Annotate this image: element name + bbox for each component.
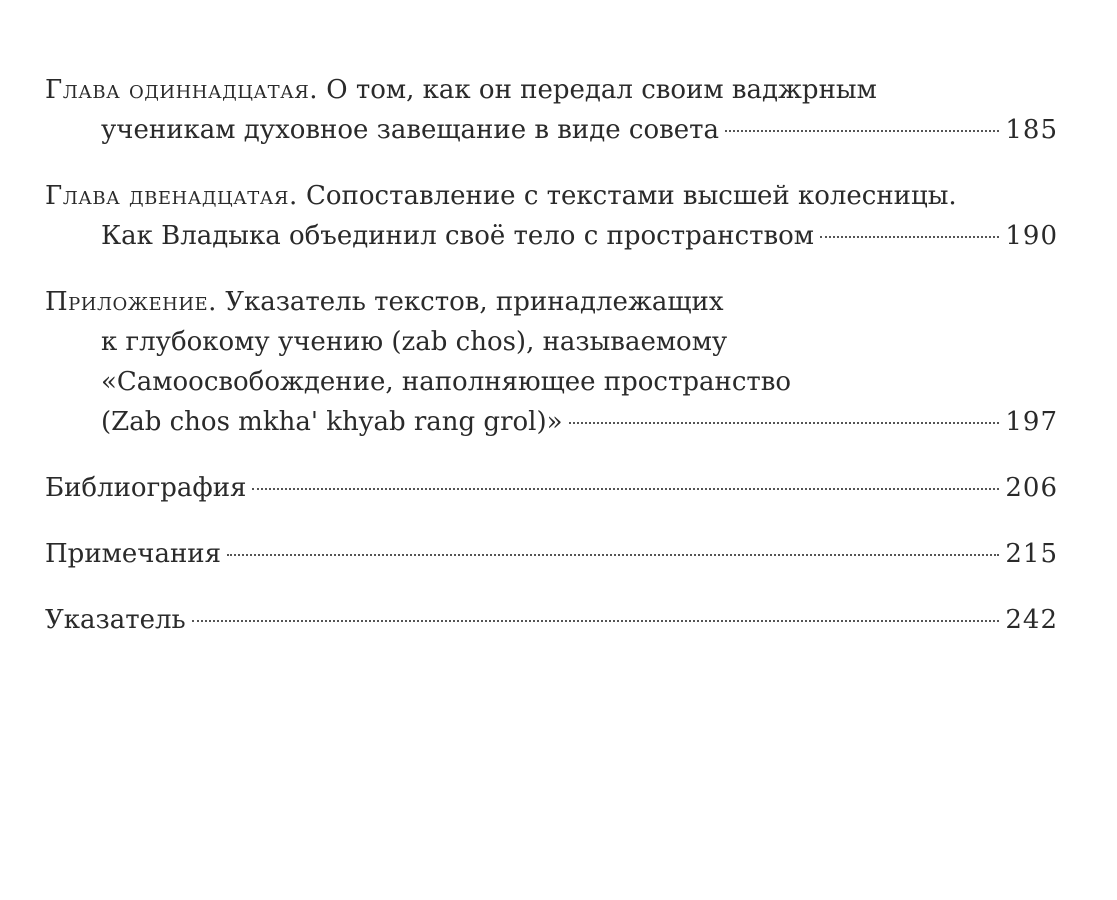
appendix-title-line-3: «Самоосвобождение, наполняющее пространство [101, 367, 792, 397]
toc-entry-last-line [45, 468, 1058, 508]
appendix-title-line-2: к глубокому учению (zab chos), называемому [101, 327, 728, 357]
toc-entry-appendix[interactable] [45, 282, 1058, 442]
toc-entry-bibliography[interactable] [45, 468, 1058, 508]
chapter-title-line-1: О том, как он передал своим ваджрным [326, 75, 877, 105]
appendix-title-line-1: Указатель текстов, принадлежащих [225, 287, 724, 317]
page-number: 190 [1005, 221, 1058, 251]
toc-entry-index[interactable] [45, 600, 1058, 640]
page-number: 215 [1005, 539, 1058, 569]
dot-leader [725, 130, 999, 132]
bibliography-label: Библиография [45, 473, 247, 503]
toc-entry-chapter-11[interactable] [45, 70, 1058, 150]
toc-entry-first-line [45, 176, 1058, 216]
toc-entry-last-line [45, 600, 1058, 640]
dot-leader [227, 554, 999, 556]
dot-leader [192, 620, 1000, 622]
dot-leader [820, 236, 999, 238]
toc-entry-last-line [45, 110, 1058, 150]
toc-entry-first-line [45, 282, 1058, 322]
page-number: 185 [1005, 115, 1058, 145]
chapter-title-line-2: ученикам духовное завещание в виде совета [101, 115, 720, 145]
page-number: 206 [1005, 473, 1058, 503]
toc-entry-last-line [45, 534, 1058, 574]
index-label: Указатель [45, 605, 186, 635]
table-of-contents [45, 70, 1058, 640]
appendix-label: Приложение. [45, 287, 217, 317]
page-number: 197 [1005, 407, 1058, 437]
appendix-title-line-4: (Zab chos mkha' khyab rang grol)» [101, 407, 563, 437]
toc-entry-notes[interactable] [45, 534, 1058, 574]
chapter-title-line-2: Как Владыка объединил своё тело с пространством [101, 221, 815, 251]
chapter-label: Глава двенадцатая. [45, 181, 298, 211]
toc-entry-last-line [45, 402, 1058, 442]
toc-entry-last-line [45, 216, 1058, 256]
toc-entry-first-line [45, 70, 1058, 110]
dot-leader [569, 422, 1000, 424]
dot-leader [252, 488, 999, 490]
chapter-title-line-1: Сопоставление с текстами высшей колесницы. [306, 181, 957, 211]
page-number: 242 [1005, 605, 1058, 635]
chapter-label: Глава одиннадцатая. [45, 75, 319, 105]
notes-label: Примечания [45, 539, 222, 569]
toc-entry-chapter-12[interactable] [45, 176, 1058, 256]
